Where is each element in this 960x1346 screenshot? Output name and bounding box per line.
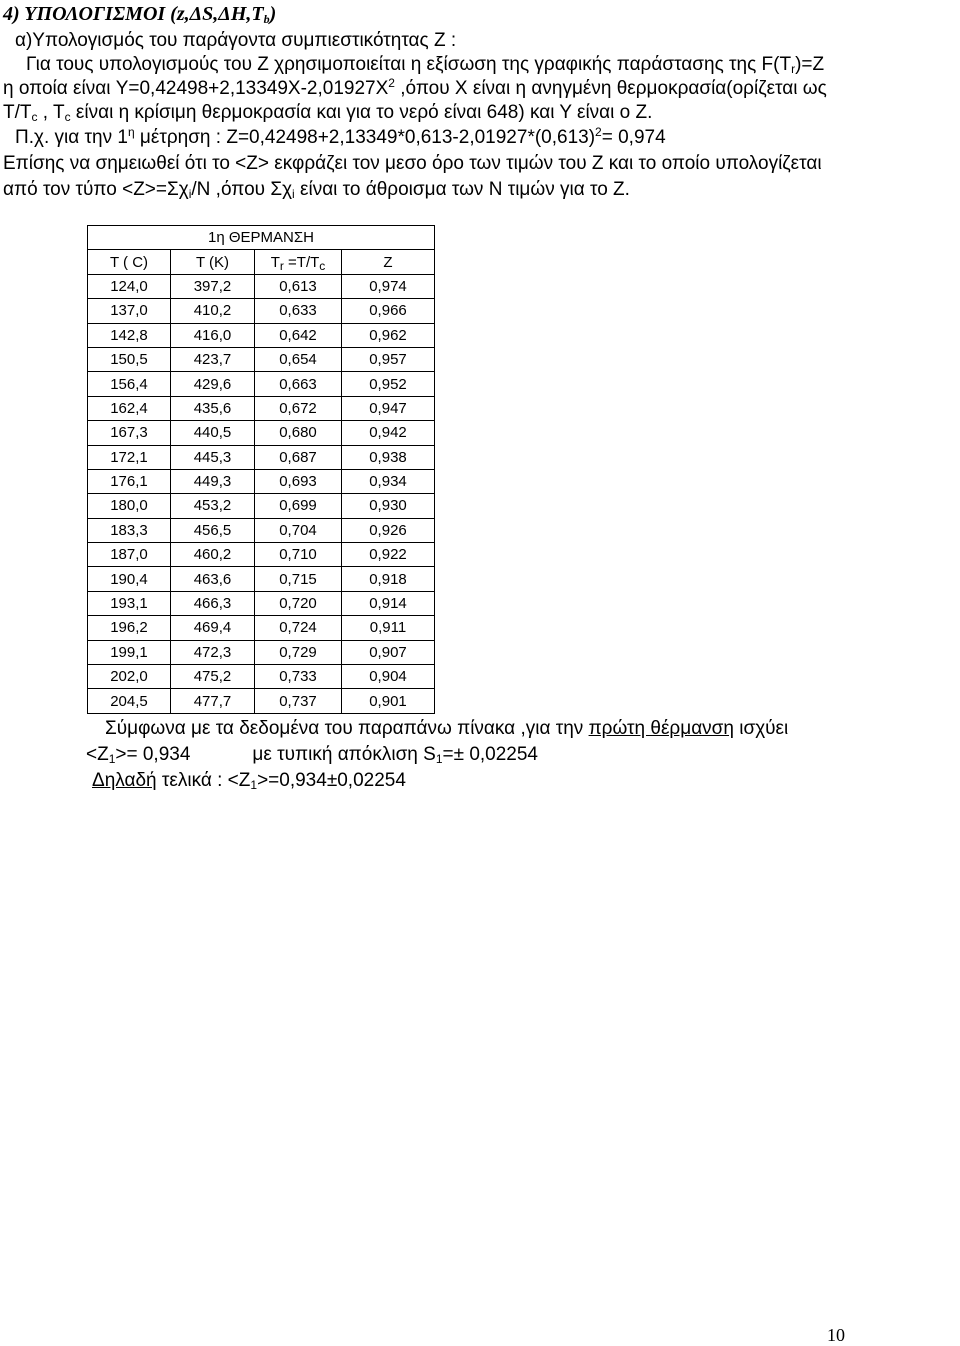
table-cell: 0,947 bbox=[342, 396, 435, 420]
first-heating-underlined: πρώτη θέρμανση bbox=[588, 718, 734, 739]
table-title-row bbox=[88, 226, 435, 250]
conclusion-line-1: Σύμφωνα με τα δεδομένα του παραπάνω πίνακα ,για την πρώτη θέρμανση ισχύει bbox=[105, 718, 789, 739]
table-cell: 196,2 bbox=[88, 616, 171, 640]
table-cell: 156,4 bbox=[88, 372, 171, 396]
table-cell: 0,642 bbox=[255, 323, 342, 347]
table-cell: 453,2 bbox=[171, 494, 255, 518]
table-cell: 172,1 bbox=[88, 445, 171, 469]
table-cell: 0,966 bbox=[342, 299, 435, 323]
table-cell: 0,720 bbox=[255, 591, 342, 615]
paragraph-line-4: $T/T_c$ , $T_c$ είναι η κρίσιμη θερμοκρασία και για το νερό είναι 648) και Υ είναι ο Ζ. bbox=[3, 102, 653, 124]
table-cell: 0,952 bbox=[342, 372, 435, 396]
table-cell: 0,693 bbox=[255, 469, 342, 493]
table-row bbox=[88, 347, 435, 371]
table-cell: 176,1 bbox=[88, 469, 171, 493]
table-cell: 445,3 bbox=[171, 445, 255, 469]
table-row bbox=[88, 372, 435, 396]
paragraph-line-1: α)Υπολογισμός του παράγοντα συμπιεστικότητας Ζ : bbox=[15, 30, 457, 51]
table-cell: 0,680 bbox=[255, 421, 342, 445]
table-cell: 180,0 bbox=[88, 494, 171, 518]
table-cell: 456,5 bbox=[171, 518, 255, 542]
table-cell: 423,7 bbox=[171, 347, 255, 371]
table-row bbox=[88, 640, 435, 664]
table-row bbox=[88, 299, 435, 323]
table-cell: 162,4 bbox=[88, 396, 171, 420]
table-cell: 137,0 bbox=[88, 299, 171, 323]
table-cell: 0,926 bbox=[342, 518, 435, 542]
table-cell: 410,2 bbox=[171, 299, 255, 323]
table-cell: 0,687 bbox=[255, 445, 342, 469]
table-cell: 0,942 bbox=[342, 421, 435, 445]
table-cell: 183,3 bbox=[88, 518, 171, 542]
table-cell: 0,704 bbox=[255, 518, 342, 542]
header-temp-kelvin: T (K) bbox=[171, 250, 255, 274]
table-cell: 204,5 bbox=[88, 689, 171, 713]
table-row bbox=[88, 616, 435, 640]
table-cell: 199,1 bbox=[88, 640, 171, 664]
table-cell: 0,962 bbox=[342, 323, 435, 347]
table-cell: 0,715 bbox=[255, 567, 342, 591]
table-row bbox=[88, 665, 435, 689]
table-cell: 0,699 bbox=[255, 494, 342, 518]
table-cell: 449,3 bbox=[171, 469, 255, 493]
table-row bbox=[88, 445, 435, 469]
table-cell: 0,918 bbox=[342, 567, 435, 591]
table-cell: 0,737 bbox=[255, 689, 342, 713]
table-cell: 0,911 bbox=[342, 616, 435, 640]
paragraph-line-6: Επίσης να σημειωθεί ότι το <Ζ> εκφράζει τον μεσο όρο των τιμών του Ζ και το οποίο υπολογίζεται bbox=[3, 153, 822, 174]
table-cell: 150,5 bbox=[88, 347, 171, 371]
table-cell: 469,4 bbox=[171, 616, 255, 640]
table-cell: 0,930 bbox=[342, 494, 435, 518]
table-cell: 190,4 bbox=[88, 567, 171, 591]
table-row bbox=[88, 421, 435, 445]
conclusion-line-2: $<Z_1>= 0,934$ με τυπική απόκλιση $S_1=\pm 0,02254$ bbox=[86, 744, 538, 766]
table-cell: 0,654 bbox=[255, 347, 342, 371]
table-cell: 472,3 bbox=[171, 640, 255, 664]
table-cell: 435,6 bbox=[171, 396, 255, 420]
table-row bbox=[88, 689, 435, 713]
table-row bbox=[88, 543, 435, 567]
table-cell: 429,6 bbox=[171, 372, 255, 396]
conclusion-line-3: Δηλαδή τελικά : $<Z_1>=0,934\pm 0,02254$ bbox=[92, 770, 406, 792]
table-cell: 167,3 bbox=[88, 421, 171, 445]
table-row bbox=[88, 323, 435, 347]
paragraph-line-3: η οποία είναι $Y=0,42498+2,13349X-2,01927X^2$ ,όπου Χ είναι η ανηγμένη θερμοκρασία(ορίζεται ως bbox=[3, 76, 827, 99]
table-cell: 0,724 bbox=[255, 616, 342, 640]
page-number: 10 bbox=[827, 1325, 845, 1345]
table-cell: 0,907 bbox=[342, 640, 435, 664]
therefore-underlined: Δηλαδή bbox=[92, 770, 157, 791]
table-cell: 0,914 bbox=[342, 591, 435, 615]
paragraph-line-7: από τον $\tau ύ\pi o <Z>=\Sigma\chi_i/N$ ,όπου $\Sigma\chi_i$ είναι το άθροισμα των Ν τιμών για το Ζ. bbox=[3, 179, 630, 201]
table-cell: 463,6 bbox=[171, 567, 255, 591]
table-cell: 440,5 bbox=[171, 421, 255, 445]
table-cell: 0,733 bbox=[255, 665, 342, 689]
table-row bbox=[88, 591, 435, 615]
heating-table bbox=[87, 225, 435, 714]
table-cell: 0,901 bbox=[342, 689, 435, 713]
example-line: Π.χ. για την $1^\eta$ μέτρηση : $Z=0,42498+2,13349*0,613-2,01927*(0,613)^2= 0,974$ bbox=[15, 125, 666, 148]
table-cell: 0,974 bbox=[342, 274, 435, 298]
table-cell: 477,7 bbox=[171, 689, 255, 713]
table-cell: 0,613 bbox=[255, 274, 342, 298]
table-row bbox=[88, 469, 435, 493]
table-cell: 0,934 bbox=[342, 469, 435, 493]
table-row bbox=[88, 518, 435, 542]
table-header-row bbox=[88, 250, 435, 274]
table-row bbox=[88, 567, 435, 591]
table-cell: 460,2 bbox=[171, 543, 255, 567]
table-cell: 0,729 bbox=[255, 640, 342, 664]
table-cell: 475,2 bbox=[171, 665, 255, 689]
table-cell: 0,957 bbox=[342, 347, 435, 371]
table-cell: 142,8 bbox=[88, 323, 171, 347]
header-reduced-temp: $T_r =T/T_c$ bbox=[255, 250, 342, 274]
table-cell: 124,0 bbox=[88, 274, 171, 298]
paragraph-line-2: Για τους υπολογισμούς του Ζ χρησιμοποιείται η εξίσωση της γραφικής παράστασης της $F(T_r)=Z$ bbox=[26, 54, 825, 76]
table-cell: 187,0 bbox=[88, 543, 171, 567]
table-cell: 0,938 bbox=[342, 445, 435, 469]
table-cell: 193,1 bbox=[88, 591, 171, 615]
table-cell: 202,0 bbox=[88, 665, 171, 689]
table-cell: 466,3 bbox=[171, 591, 255, 615]
table-cell: 0,904 bbox=[342, 665, 435, 689]
table-cell: 0,663 bbox=[255, 372, 342, 396]
header-z: Z bbox=[342, 250, 435, 274]
table-cell: 0,633 bbox=[255, 299, 342, 323]
table-row bbox=[88, 274, 435, 298]
table-title: 1η ΘΕΡΜΑΝΣΗ bbox=[88, 226, 435, 250]
table-row bbox=[88, 396, 435, 420]
table-cell: 416,0 bbox=[171, 323, 255, 347]
table-row bbox=[88, 494, 435, 518]
table-cell: 0,922 bbox=[342, 543, 435, 567]
table-cell: 0,710 bbox=[255, 543, 342, 567]
header-temp-celsius: T ( C) bbox=[88, 250, 171, 274]
section-heading: 4) ΥΠΟΛΟΓΙΣΜΟΙ $(z,\Delta S,\Delta H,T_b)$ bbox=[3, 3, 277, 26]
table-cell: 397,2 bbox=[171, 274, 255, 298]
table-cell: 0,672 bbox=[255, 396, 342, 420]
